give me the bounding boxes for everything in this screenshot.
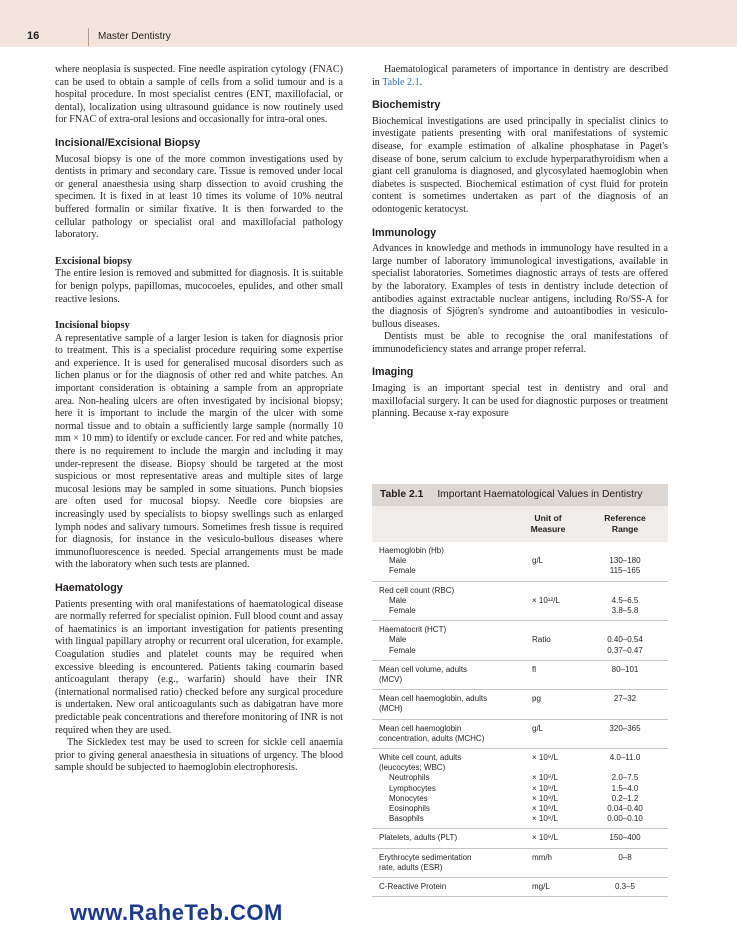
table-title: Important Haematological Values in Dentistry [437, 489, 643, 500]
table-row [372, 542, 668, 582]
table-row [372, 849, 668, 878]
row-label: (leucocytes; WBC) [379, 763, 446, 773]
section-heading: Immunology [372, 226, 437, 239]
table-caption [372, 484, 668, 506]
row-label: Platelets, adults (PLT) [379, 833, 458, 843]
row-sublabel: Lymphocytes [389, 783, 436, 793]
watermark: www.RaheTeb.COM [70, 900, 283, 925]
paragraph: The Sickledex test may be used to screen for sickle cell anaemia prior to giving general anaesthesia in situations of urgency. The blood sample should be subjected to haemoglobin electrophoresis. [55, 737, 343, 774]
row-range: 4.5–6.5 [611, 595, 639, 605]
paragraph: Imaging is an important special test in dentistry and oral and maxillofacial surgery. It can be used for diagnostic purposes or treatment planning. Because x-ray exposure [372, 383, 668, 420]
row-unit: × 10⁹/L [532, 783, 558, 793]
text: Haematological parameters of importance in dentistry are described in [372, 64, 668, 88]
row-unit: mm/h [532, 852, 552, 862]
row-unit: mg/L [532, 881, 550, 891]
row-sublabel: Monocytes [389, 793, 428, 803]
row-label: Mean cell volume, adults [379, 664, 468, 674]
row-unit: × 10⁹/L [532, 752, 558, 762]
row-unit: × 10⁹/L [532, 803, 558, 813]
row-label: (MCV) [379, 674, 403, 684]
row-sublabel: Male [389, 635, 407, 645]
row-sublabel: Female [389, 566, 416, 576]
column-header-range [594, 513, 656, 534]
row-label: Mean cell haemoglobin, adults [379, 694, 488, 704]
paragraph: Patients presenting with oral manifestations of haematological disease are normally referred for specialist opinion. Full blood count and assay of haematinics is an important investigation for patients presenting with lingual papillary atrophy or recurrent oral ulceration, for example. Coagulation studies and platelet counts may be required when excessive bleeding is encountered. Patients taking coumarin based anticoagulant therapy (e.g., warfarin) should have their INR (international normalised ratio) checked before any surgical procedure is undertaken. New oral anticoagulants such as dabigatran have more predictable peak concentrations and therefore monitoring of INR is not required when they are used. [55, 598, 343, 736]
row-unit: g/L [532, 723, 544, 733]
paragraph: Advances in knowledge and methods in immunology have resulted in a large number of laboratory immunological investigations, available in specialist laboratories. Sometimes diagnostic arrays of tests are offered by the laboratory. Examples of tests in dentistry include detection of antibodies against extractable nuclear antigens, including Ro/SS-A for the diagnosis of Sjögren's syndrome and autoantibodies in vesiculo-bullous diseases. [372, 243, 668, 330]
row-sublabel: Male [389, 556, 407, 566]
paragraph [372, 64, 668, 89]
row-label: rate, adults (ESR) [379, 862, 443, 872]
paragraph: Mucosal biopsy is one of the more common investigations used by dentists in primary and secondary care. Tissue is removed under local or general anaesthesia using sharp dissection to avoid crushing the specimen. It is fixed in at least 10 times its volume of 10% neutral buffered formalin or similar fixative. It is then forwarded to the cellular pathology or specialist oral and maxillofacial pathology laboratory. [55, 153, 343, 241]
row-range: 80–101 [611, 664, 639, 674]
row-label: Haematocrit (HCT) [379, 625, 447, 635]
row-sublabel: Eosinophils [389, 803, 430, 813]
row-unit: g/L [532, 556, 544, 566]
table-row [372, 720, 668, 749]
row-label: Mean cell haemoglobin [379, 723, 462, 733]
header-line: Unit of [534, 513, 562, 523]
row-label: Red cell count (RBC) [379, 585, 455, 595]
section-heading: Incisional/Excisional Biopsy [55, 136, 201, 149]
row-unit: × 10⁹/L [532, 773, 558, 783]
row-label: White cell count, adults [379, 752, 462, 762]
row-label: C-Reactive Protein [379, 881, 447, 891]
row-unit: × 10⁹/L [532, 793, 558, 803]
text: . [419, 76, 423, 88]
row-range: 3.8–5.8 [611, 605, 639, 615]
table-row [372, 582, 668, 622]
row-label: Haemoglobin (Hb) [379, 546, 444, 555]
row-unit: × 10¹²/L [532, 595, 560, 605]
page-number: 16 [27, 30, 40, 42]
row-sublabel: Female [389, 645, 416, 655]
section-heading: Haematology [55, 581, 123, 594]
row-label: (MCH) [379, 704, 403, 714]
row-range: 0.3–5 [614, 881, 636, 891]
header-line: Reference [604, 513, 646, 523]
left-column [55, 64, 343, 775]
row-range: 0.40–0.54 [607, 635, 643, 645]
right-column [372, 64, 668, 421]
row-unit: pg [532, 694, 541, 704]
haematology-table [372, 484, 668, 897]
table-row [372, 749, 668, 829]
row-range: 130–180 [609, 556, 641, 566]
row-unit: × 10⁹/L [532, 814, 558, 824]
row-range: 320–365 [609, 723, 641, 733]
row-unit: fl [532, 664, 536, 674]
row-range: 0–8 [618, 852, 632, 862]
running-title: Master Dentistry [98, 31, 171, 42]
row-sublabel: Basophils [389, 814, 424, 824]
subsection-heading: Incisional biopsy [55, 320, 130, 332]
table-row [372, 878, 668, 897]
row-range: 0.04–0.40 [607, 803, 643, 813]
paragraph: Dentists must be able to recognise the oral manifestations of immunodeficiency states and arrange proper referral. [372, 331, 668, 355]
row-range: 27–32 [613, 694, 637, 704]
header-divider [88, 28, 89, 46]
row-range: 0.00–0.10 [607, 814, 643, 824]
row-range: 4.0–11.0 [609, 752, 641, 762]
table-body [372, 542, 668, 897]
paragraph: A representative sample of a larger lesion is taken for diagnosis prior to treatment. This is a specialist procedure requiring some expertise and experience. It is used for generalised mucosal disorders such as lichen planus or for the diagnosis of other red and white patches. An important consideration is obtaining a sample from an appropriate area. Non-healing ulcers are often investigated by incisional biopsy; here it is important to include the margin of the ulcer with some normal tissue and to obtain a sufficiently large sample (normally 10 mm × 10 mm) to identify or exclude cancer. For red and white patches, there is no requirement to include the margin and including it may under-represent the disease. Biopsy should be targeted at the most suspicious or most representative areas and multiple sites of large mucosal lesions may be sampled in some situations. Punch biopsies are often used for mucosal biopsy. Needle core biopsies are increasingly used by specialists to biopsy swellings such as enlarged lymph nodes and salivary tumours. Sometimes fresh tissue is required for diagnosis, for instance in the vesiculo-bullous diseases where immunofluorescence is needed. Special arrangements must be made with the laboratory when such tests are planned. [55, 332, 343, 571]
table-number: Table 2.1 [380, 489, 424, 500]
row-label: concentration, adults (MCHC) [379, 733, 485, 743]
row-sublabel: Female [389, 605, 416, 615]
row-unit: Ratio [532, 635, 551, 645]
table-header [372, 506, 668, 542]
table-row [372, 621, 668, 661]
table-row [372, 661, 668, 690]
row-range: 2.0–7.5 [611, 773, 639, 783]
row-range: 0.2–1.2 [611, 793, 639, 803]
row-range: 0.37–0.47 [607, 645, 643, 655]
row-range: 115–165 [609, 566, 641, 576]
row-label: Erythrocyte sedimentation [379, 852, 472, 862]
row-sublabel: Neutrophils [389, 773, 430, 783]
table-row [372, 690, 668, 719]
header-line: Measure [530, 523, 566, 534]
header-line: Range [611, 523, 639, 534]
section-heading: Biochemistry [372, 99, 441, 112]
paragraph: where neoplasia is suspected. Fine needle aspiration cytology (FNAC) can be used to obtain a sample of cells from a solid tumour and is a hospital procedure. In most specialist centres (ENT, maxillofacial, or dental), localization using ultrasound guidance is now routinely used for FNAC of extra-oral lesions and occasionally for intra-oral ones. [55, 64, 343, 126]
row-unit: × 10⁹/L [532, 833, 558, 843]
table-reference-link[interactable]: Table 2.1 [382, 76, 420, 88]
paragraph: The entire lesion is removed and submitted for diagnosis. It is suitable for benign polyps, papillomas, mucocoeles, epulides, and other small reactive lesions. [55, 268, 343, 305]
section-heading: Imaging [372, 366, 414, 379]
column-header-unit [518, 513, 578, 534]
table-row [372, 829, 668, 848]
row-range: 1.5–4.0 [611, 783, 639, 793]
row-range: 150–400 [609, 833, 641, 843]
paragraph: Biochemical investigations are used principally in specialist clinics to investigate patients presenting with oral manifestations of systemic disease, for example estimation of alkaline phosphatase in Paget's disease of bone, serum calcium to exclude hyperparathyroidism when a giant cell granuloma is diagnosed, and glycosylated haemoglobin when diabetes is suspected. Biochemical estimation of cyst fluid for protein content is sometimes undertaken as part of the diagnosis of an odontogenic keratocyst. [372, 115, 668, 215]
row-sublabel: Male [389, 595, 407, 605]
subsection-heading: Excisional biopsy [55, 255, 133, 267]
